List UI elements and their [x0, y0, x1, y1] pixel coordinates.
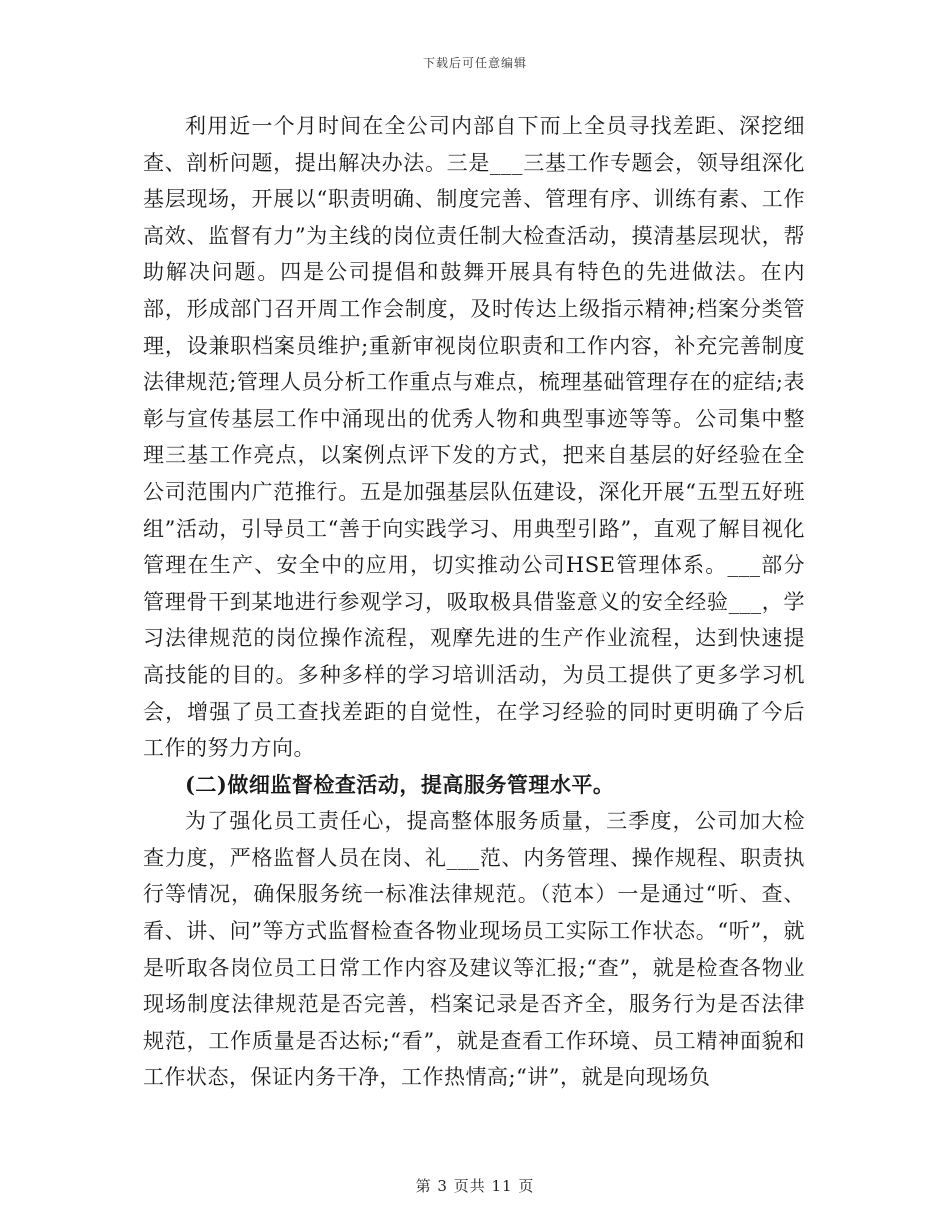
- body-paragraph-1: 利用近一个月时间在全公司内部自下而上全员寻找差距、深挖细查、剖析问题，提出解决办法。三是___三基工作专题会，领导组深化基层现场，开展以“职责明确、制度完善、管理有序、训练有素、工作高效、监督有力”为主线的岗位责任制大检查活动，摸清基层现状，帮助解决问题。四是公司提倡和鼓舞开展具有特色的先进做法。在内部，形成部门召开周工作会制度，及时传达上级指示精神;档案分类管理，设兼职档案员维护;重新审视岗位职责和工作内容，补充完善制度法律规范;管理人员分析工作重点与难点，梳理基础管理存在的症结;表彰与宣传基层工作中涌现出的优秀人物和典型事迹等等。公司集中整理三基工作亮点，以案例点评下发的方式，把来自基层的好经验在全公司范围内广范推行。五是加强基层队伍建设，深化开展“五型五好班组”活动，引导员工“善于向实践学习、用典型引路”，直观了解目视化管理在生产、安全中的应用，切实推动公司HSE管理体系。___部分管理骨干到某地进行参观学习，吸取极具借鉴意义的安全经验___，学习法律规范的岗位操作流程，观摩先进的生产作业流程，达到快速提高技能的目的。多种多样的学习培训活动，为员工提供了更多学习机会，增强了员工查找差距的自觉性，在学习经验的同时更明确了今后工作的努力方向。: [143, 114, 805, 761]
- body-paragraph-2: 为了强化员工责任心，提高整体服务质量，三季度，公司加大检查力度，严格监督人员在岗、礼___范、内务管理、操作规程、职责执行等情况，确保服务统一标准法律规范。（范本）一是通过“听、查、看、讲、问”等方式监督检查各物业现场员工实际工作状态。“听”，就是听取各岗位员工日常工作内容及建议等汇报;“查”，就是检查各物业现场制度法律规范是否完善，档案记录是否齐全，服务行为是否法律规范，工作质量是否达标;“看”，就是查看工作环境、员工精神面貌和工作状态，保证内务干净，工作热情高;“讲”，就是向现场负: [143, 809, 805, 1090]
- section-heading: (二)做细监督检查活动，提高服务管理水平。: [185, 771, 615, 797]
- document-body: [143, 108, 805, 1096]
- page-footer: 第 3 页共 11 页: [415, 1177, 535, 1195]
- page-header: 下载后可任意编辑: [422, 56, 527, 70]
